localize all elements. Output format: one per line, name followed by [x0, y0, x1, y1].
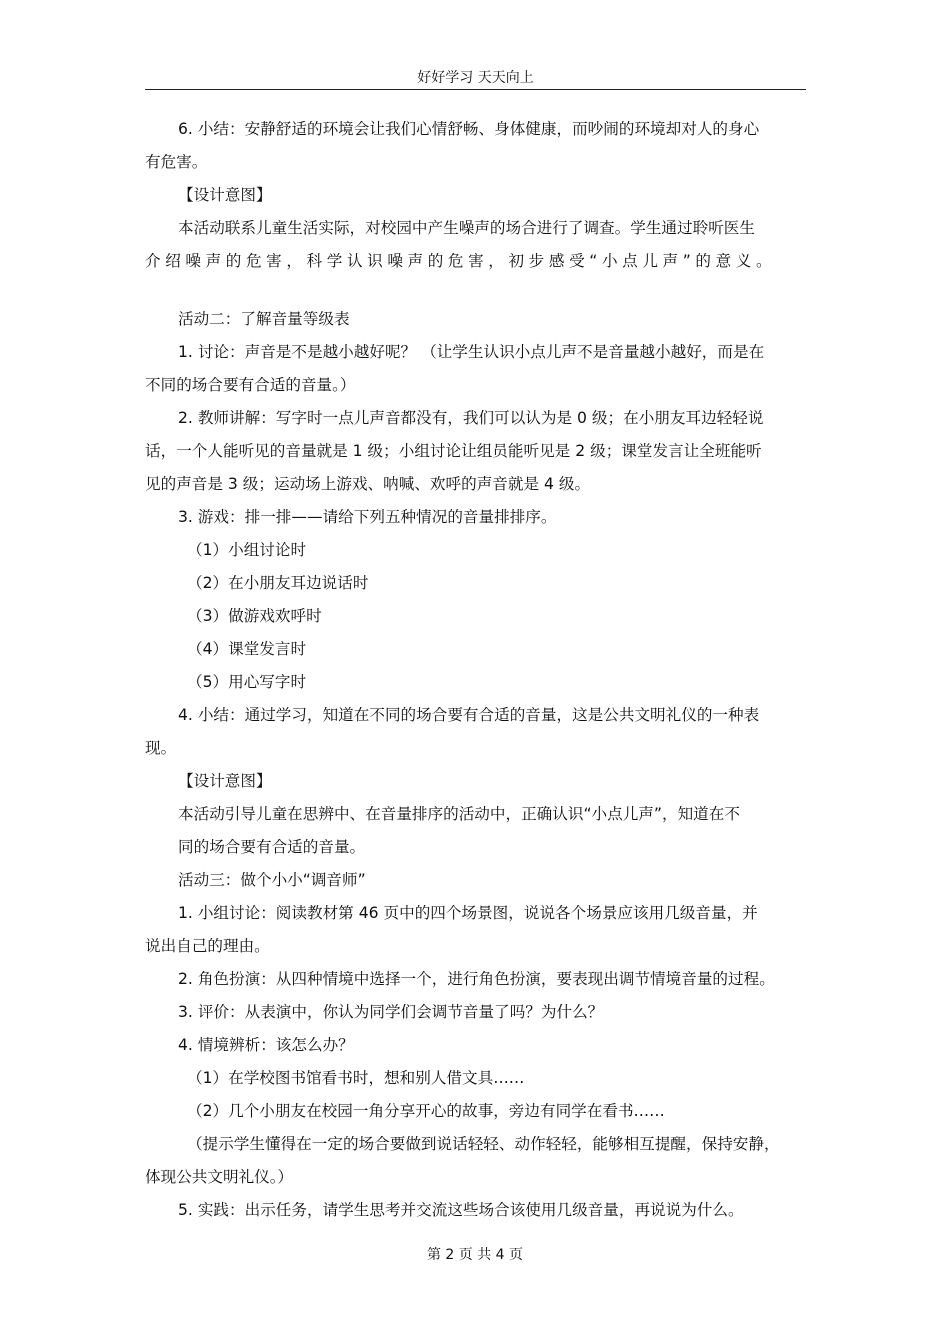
header-divider — [145, 89, 806, 90]
paragraph-line: 1. 小组讨论：阅读教材第 46 页中的四个场景图，说说各个场景应该用几级音量，并 — [178, 904, 758, 922]
paragraph-line: 说出自己的理由。 — [145, 937, 270, 955]
paragraph-line: 本活动引导儿童在思辨中、在音量排序的活动中，正确认识“小点儿声”，知道在不 — [178, 805, 740, 823]
section-heading: 【设计意图】 — [178, 772, 272, 790]
list-item: （1）在学校图书馆看书时，想和别人借文具…… — [187, 1069, 525, 1087]
paragraph-line: （提示学生懂得在一定的场合要做到说话轻轻、动作轻轻，能够相互提醒，保持安静， — [187, 1135, 780, 1153]
list-item: （4）课堂发言时 — [187, 640, 307, 658]
paragraph-line: 话，一个人能听见的音量就是 1 级；小组讨论让组员能听见是 2 级；课堂发言让全班能听 — [145, 442, 762, 460]
document-body — [145, 113, 810, 1227]
activity-heading: 活动二：了解音量等级表 — [178, 310, 350, 328]
paragraph-line: 4. 情境辨析：该怎么办？ — [178, 1036, 354, 1054]
paragraph-line: 介绍噪声的危害，科学认识噪声的危害，初步感受“小点儿声”的意义。 — [145, 252, 777, 270]
activity-heading: 活动三：做个小小“调音师” — [178, 871, 366, 889]
paragraph-line: 2. 教师讲解：写字时一点儿声音都没有，我们可以认为是 0 级；在小朋友耳边轻轻说 — [178, 409, 764, 427]
paragraph-line: 2. 角色扮演：从四种情境中选择一个，进行角色扮演，要表现出调节情境音量的过程。 — [178, 970, 775, 988]
paragraph-line: 现。 — [145, 739, 177, 757]
list-item: （3）做游戏欢呼时 — [187, 607, 322, 625]
paragraph-line: 6. 小结：安静舒适的环境会让我们心情舒畅、身体健康，而吵闹的环境却对人的身心 — [178, 120, 760, 138]
paragraph-line: 1. 讨论：声音是不是越小越好呢？ （让学生认识小点儿声不是音量越小越好，而是在 — [178, 343, 765, 361]
list-item: （2）几个小朋友在校园一角分享开心的故事，旁边有同学在看书…… — [187, 1102, 665, 1120]
section-heading: 【设计意图】 — [178, 186, 272, 204]
paragraph-line: 3. 评价：从表演中，你认为同学们会调节音量了吗？为什么？ — [178, 1003, 604, 1021]
paragraph-gap — [145, 278, 810, 303]
paragraph-line: 4. 小结：通过学习，知道在不同的场合要有合适的音量，这是公共文明礼仪的一种表 — [178, 706, 760, 724]
page-header: 好好学习 天天向上 — [417, 70, 534, 86]
paragraph-line: 5. 实践：出示任务，请学生思考并交流这些场合该使用几级音量，再说说为什么。 — [178, 1201, 744, 1219]
page-footer: 第 2 页 共 4 页 — [426, 1247, 524, 1263]
paragraph-line: 同的场合要有合适的音量。 — [178, 838, 366, 856]
paragraph-line: 本活动联系儿童生活实际，对校园中产生噪声的场合进行了调查。学生通过聆听医生 — [178, 219, 755, 237]
list-item: （1）小组讨论时 — [187, 541, 307, 559]
paragraph-line: 3. 游戏：排一排——请给下列五种情况的音量排排序。 — [178, 508, 557, 526]
list-item: （5）用心写字时 — [187, 673, 307, 691]
list-item: （2）在小朋友耳边说话时 — [187, 574, 369, 592]
paragraph-line: 见的声音是 3 级；运动场上游戏、呐喊、欢呼的声音就是 4 级。 — [145, 475, 591, 493]
paragraph-line: 不同的场合要有合适的音量。） — [145, 376, 356, 394]
paragraph-line: 体现公共文明礼仪。） — [145, 1168, 294, 1186]
paragraph-line: 有危害。 — [145, 153, 208, 171]
